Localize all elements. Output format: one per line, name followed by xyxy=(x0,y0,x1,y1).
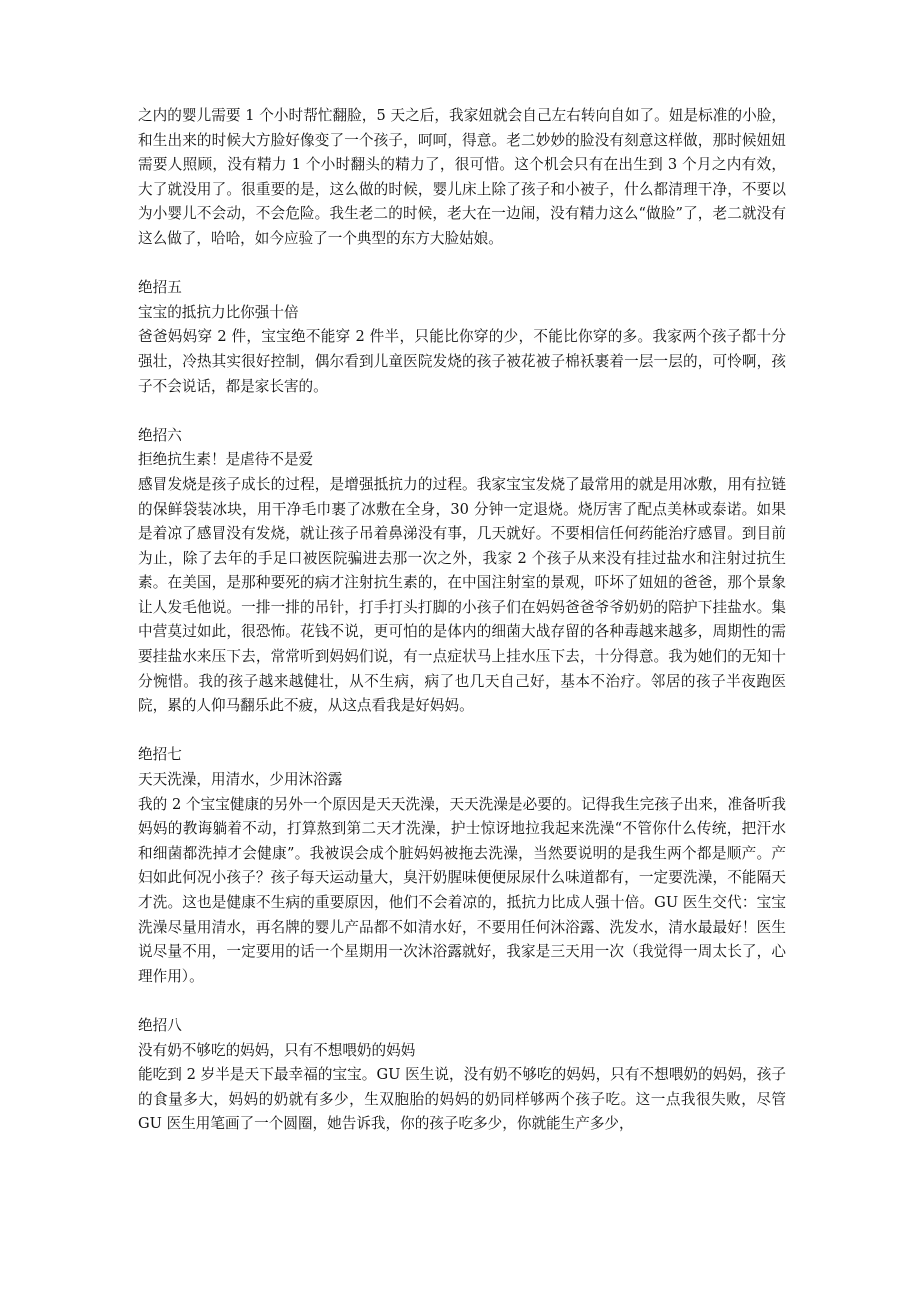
section-heading: 绝招七 xyxy=(138,746,182,764)
intro-paragraph: 之内的婴儿需要 1 个小时帮忙翻脸，5 天之后，我家妞就会自己左右转向自如了。妞是标准的小脸，和生出来的时候大方脸好像变了一个孩子，呵呵，得意。老二妙妙的脸没有刻意这样做，那时候妞妞需要人照顾，没有精力 1 个小时翻头的精力了，很可惜。这个机会只有在出生到 3 个月之内有效，大了就没用了。很重要的是，这么做的时候，婴儿床上除了孩子和小被子，什么都清理干净，不要以为小婴儿不会动，不会危险。我生老二的时候，老大在一边闹，没有精力这么“做脸”了，老二就没有这么做了，哈哈，如今应验了一个典型的东方大脸姑娘。 xyxy=(138,107,786,247)
section-body: 我的 2 个宝宝健康的另外一个原因是天天洗澡，天天洗澡是必要的。记得我生完孩子出来，准备听我妈妈的教诲躺着不动，打算熬到第二天才洗澡，护士惊讶地拉我起来洗澡“不管你什么传统，把汗水和细菌都洗掉才会健康”。我被误会成个脏妈妈被拖去洗澡，当然要说明的是我生两个都是顺产。产妇如此何况小孩子？孩子每天运动量大，臭汗奶腥味便便尿尿什么味道都有，一定要洗澡，不能隔天才洗。这也是健康不生病的重要原因，他们不会着凉的，抵抗力比成人强十倍。GU 医生交代：宝宝洗澡尽量用清水，再名牌的婴儿产品都不如清水好，不要用任何沐浴露、洗发水，清水最最好！医生说尽量不用，一定要用的话一个星期用一次沐浴露就好，我家是三天用一次（我觉得一周太长了，心理作用）。 xyxy=(138,795,786,985)
section-body: 爸爸妈妈穿 2 件，宝宝绝不能穿 2 件半，只能比你穿的少，不能比你穿的多。我家两个孩子都十分强壮，冷热其实很好控制，偶尔看到儿童医院发烧的孩子被花被子棉袄裹着一层一层的，可怜啊，孩子不会说话，都是家长害的。 xyxy=(138,328,786,395)
section-tip-6 xyxy=(138,424,786,719)
section-subtitle: 天天洗澡，用清水，少用沐浴露 xyxy=(138,771,343,789)
section-subtitle: 没有奶不够吃的妈妈，只有不想喂奶的妈妈 xyxy=(138,1041,416,1059)
document-page xyxy=(138,104,786,1137)
section-heading: 绝招六 xyxy=(138,426,182,444)
section-heading: 绝招五 xyxy=(138,279,182,297)
section-heading: 绝招八 xyxy=(138,1016,182,1034)
section-body: 能吃到 2 岁半是天下最幸福的宝宝。GU 医生说，没有奶不够吃的妈妈，只有不想喂奶的妈妈，孩子的食量多大，妈妈的奶就有多少，生双胞胎的妈妈的奶同样够两个孩子吃。这一点我很失败，尽管 GU 医生用笔画了一个圆圈，她告诉我，你的孩子吃多少，你就能生产多少， xyxy=(138,1066,786,1133)
section-tip-8 xyxy=(138,1014,786,1137)
section-body: 感冒发烧是孩子成长的过程，是增强抵抗力的过程。我家宝宝发烧了最常用的就是用冰敷，用有拉链的保鲜袋装冰块，用干净毛巾裹了冰敷在全身，30 分钟一定退烧。烧厉害了配点美林或泰诺。如果是着凉了感冒没有发烧，就让孩子吊着鼻涕没有事，几天就好。不要相信任何药能治疗感冒。到目前为止，除了去年的手足口被医院骗进去那一次之外，我家 2 个孩子从来没有挂过盐水和注射过抗生素。在美国，是那种要死的病才注射抗生素的，在中国注射室的景观，吓坏了妞妞的爸爸，那个景象让人发毛他说。一排一排的吊针，打手打头打脚的小孩子们在妈妈爸爸爷爷奶奶的陪护下挂盐水。集中营莫过如此，很恐怖。花钱不说，更可怕的是体内的细菌大战存留的各种毒越来越多，周期性的需要挂盐水来压下去，常常听到妈妈们说，有一点症状马上挂水压下去，十分得意。我为她们的无知十分惋惜。我的孩子越来越健壮，从不生病，病了也几天自己好，基本不治疗。邻居的孩子半夜跑医院，累的人仰马翻乐此不疲，从这点看我是好妈妈。 xyxy=(138,475,786,715)
section-subtitle: 拒绝抗生素！是虐待不是爱 xyxy=(138,451,314,469)
section-tip-5 xyxy=(138,276,786,399)
section-tip-7 xyxy=(138,743,786,989)
section-subtitle: 宝宝的抵抗力比你强十倍 xyxy=(138,303,299,321)
